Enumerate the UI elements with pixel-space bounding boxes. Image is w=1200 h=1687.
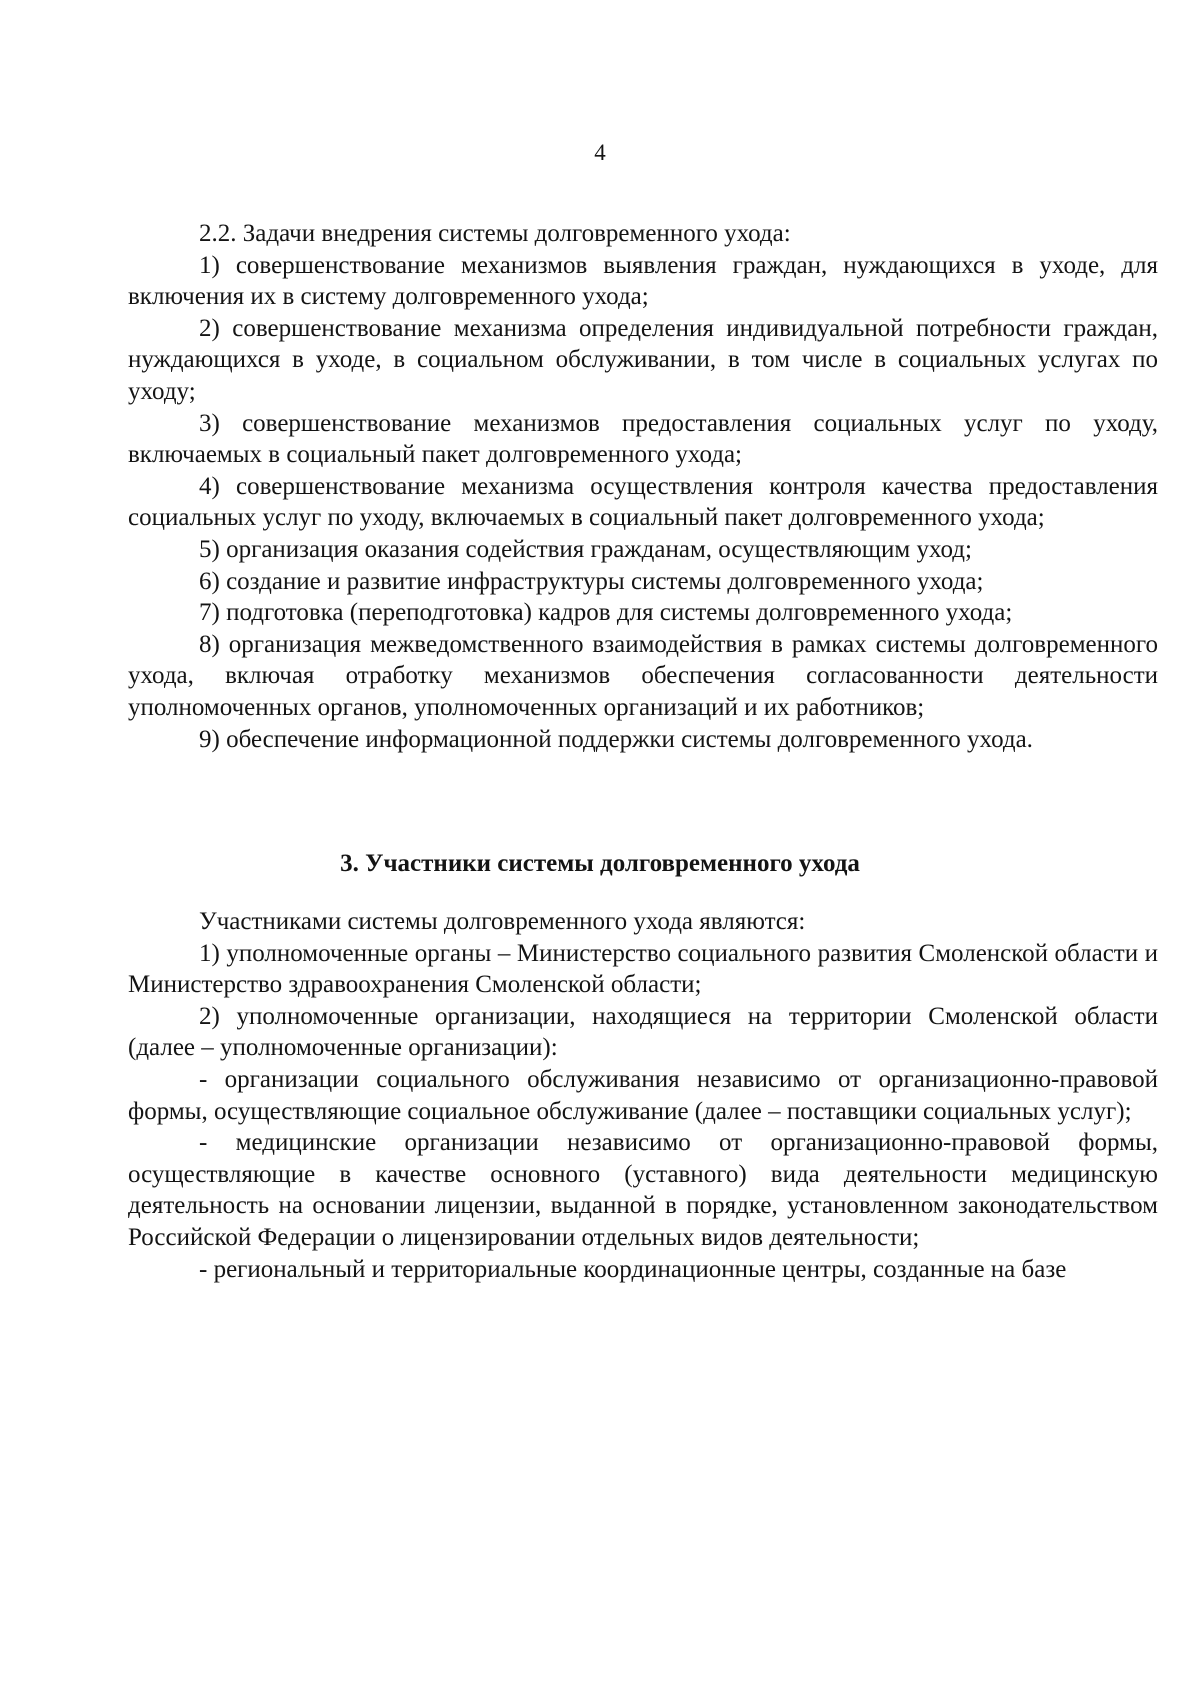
tasks-intro-paragraph: 2.2. Задачи внедрения системы долговременного ухода: bbox=[199, 220, 791, 247]
task-item-2: 2) совершенствование механизма определения индивидуальной потребности граждан, нуждающихся в уходе, в социальном обслуживании, в том числе в социальных услугах по уходу; bbox=[128, 314, 1158, 405]
task-item-1: 1) совершенствование механизмов выявления граждан, нуждающихся в уходе, для включения их в систему долговременного ухода; bbox=[128, 251, 1158, 311]
task-item-5: 5) организация оказания содействия гражданам, осуществляющим уход; bbox=[199, 535, 972, 563]
task-item-9: 9) обеспечение информационной поддержки системы долговременного ухода. bbox=[199, 725, 1033, 753]
participant-item-2: 2) уполномоченные организации, находящиеся на территории Смоленской области (далее – уполномоченные организации): bbox=[128, 1002, 1158, 1062]
tasks-section bbox=[128, 218, 1158, 755]
section-heading: 3. Участники системы долговременного ухода bbox=[340, 850, 860, 877]
task-item-3: 3) совершенствование механизмов предоставления социальных услуг по уходу, включаемых в социальный пакет долговременного ухода; bbox=[128, 409, 1158, 469]
participant-subitem-medical-orgs: - медицинские организации независимо от организационно-правовой формы, осуществляющие в качестве основного (уставного) вида деятельности медицинскую деятельность на основании лицензии, выданной в порядке, установленном законодательством Российской Федерации о лицензировании отдельных видов деятельности; bbox=[128, 1129, 1158, 1251]
participant-subitem-coordination-centers: - региональный и территориальные координационные центры, созданные на базе bbox=[199, 1255, 1067, 1283]
page-number: 4 bbox=[594, 140, 606, 165]
participants-intro-paragraph: Участниками системы долговременного ухода являются: bbox=[199, 908, 806, 935]
participant-item-1: 1) уполномоченные органы – Министерство социального развития Смоленской области и Министерство здравоохранения Смоленской области; bbox=[128, 939, 1158, 999]
participant-subitem-social-orgs: - организации социального обслуживания независимо от организационно-правовой формы, осуществляющие социальное обслуживание (далее – поставщики социальных услуг); bbox=[128, 1065, 1158, 1125]
participants-section bbox=[128, 906, 1158, 1285]
task-item-7: 7) подготовка (переподготовка) кадров для системы долговременного ухода; bbox=[199, 599, 1013, 627]
task-item-4: 4) совершенствование механизма осуществления контроля качества предоставления социальных услуг по уходу, включаемых в социальный пакет долговременного ухода; bbox=[128, 472, 1158, 532]
task-item-6: 6) создание и развитие инфраструктуры системы долговременного ухода; bbox=[199, 567, 984, 595]
task-item-8: 8) организация межведомственного взаимодействия в рамках системы долговременного ухода, включая отработку механизмов обеспечения согласованности деятельности уполномоченных органов, уполномоченных организаций и их работников; bbox=[128, 630, 1158, 721]
